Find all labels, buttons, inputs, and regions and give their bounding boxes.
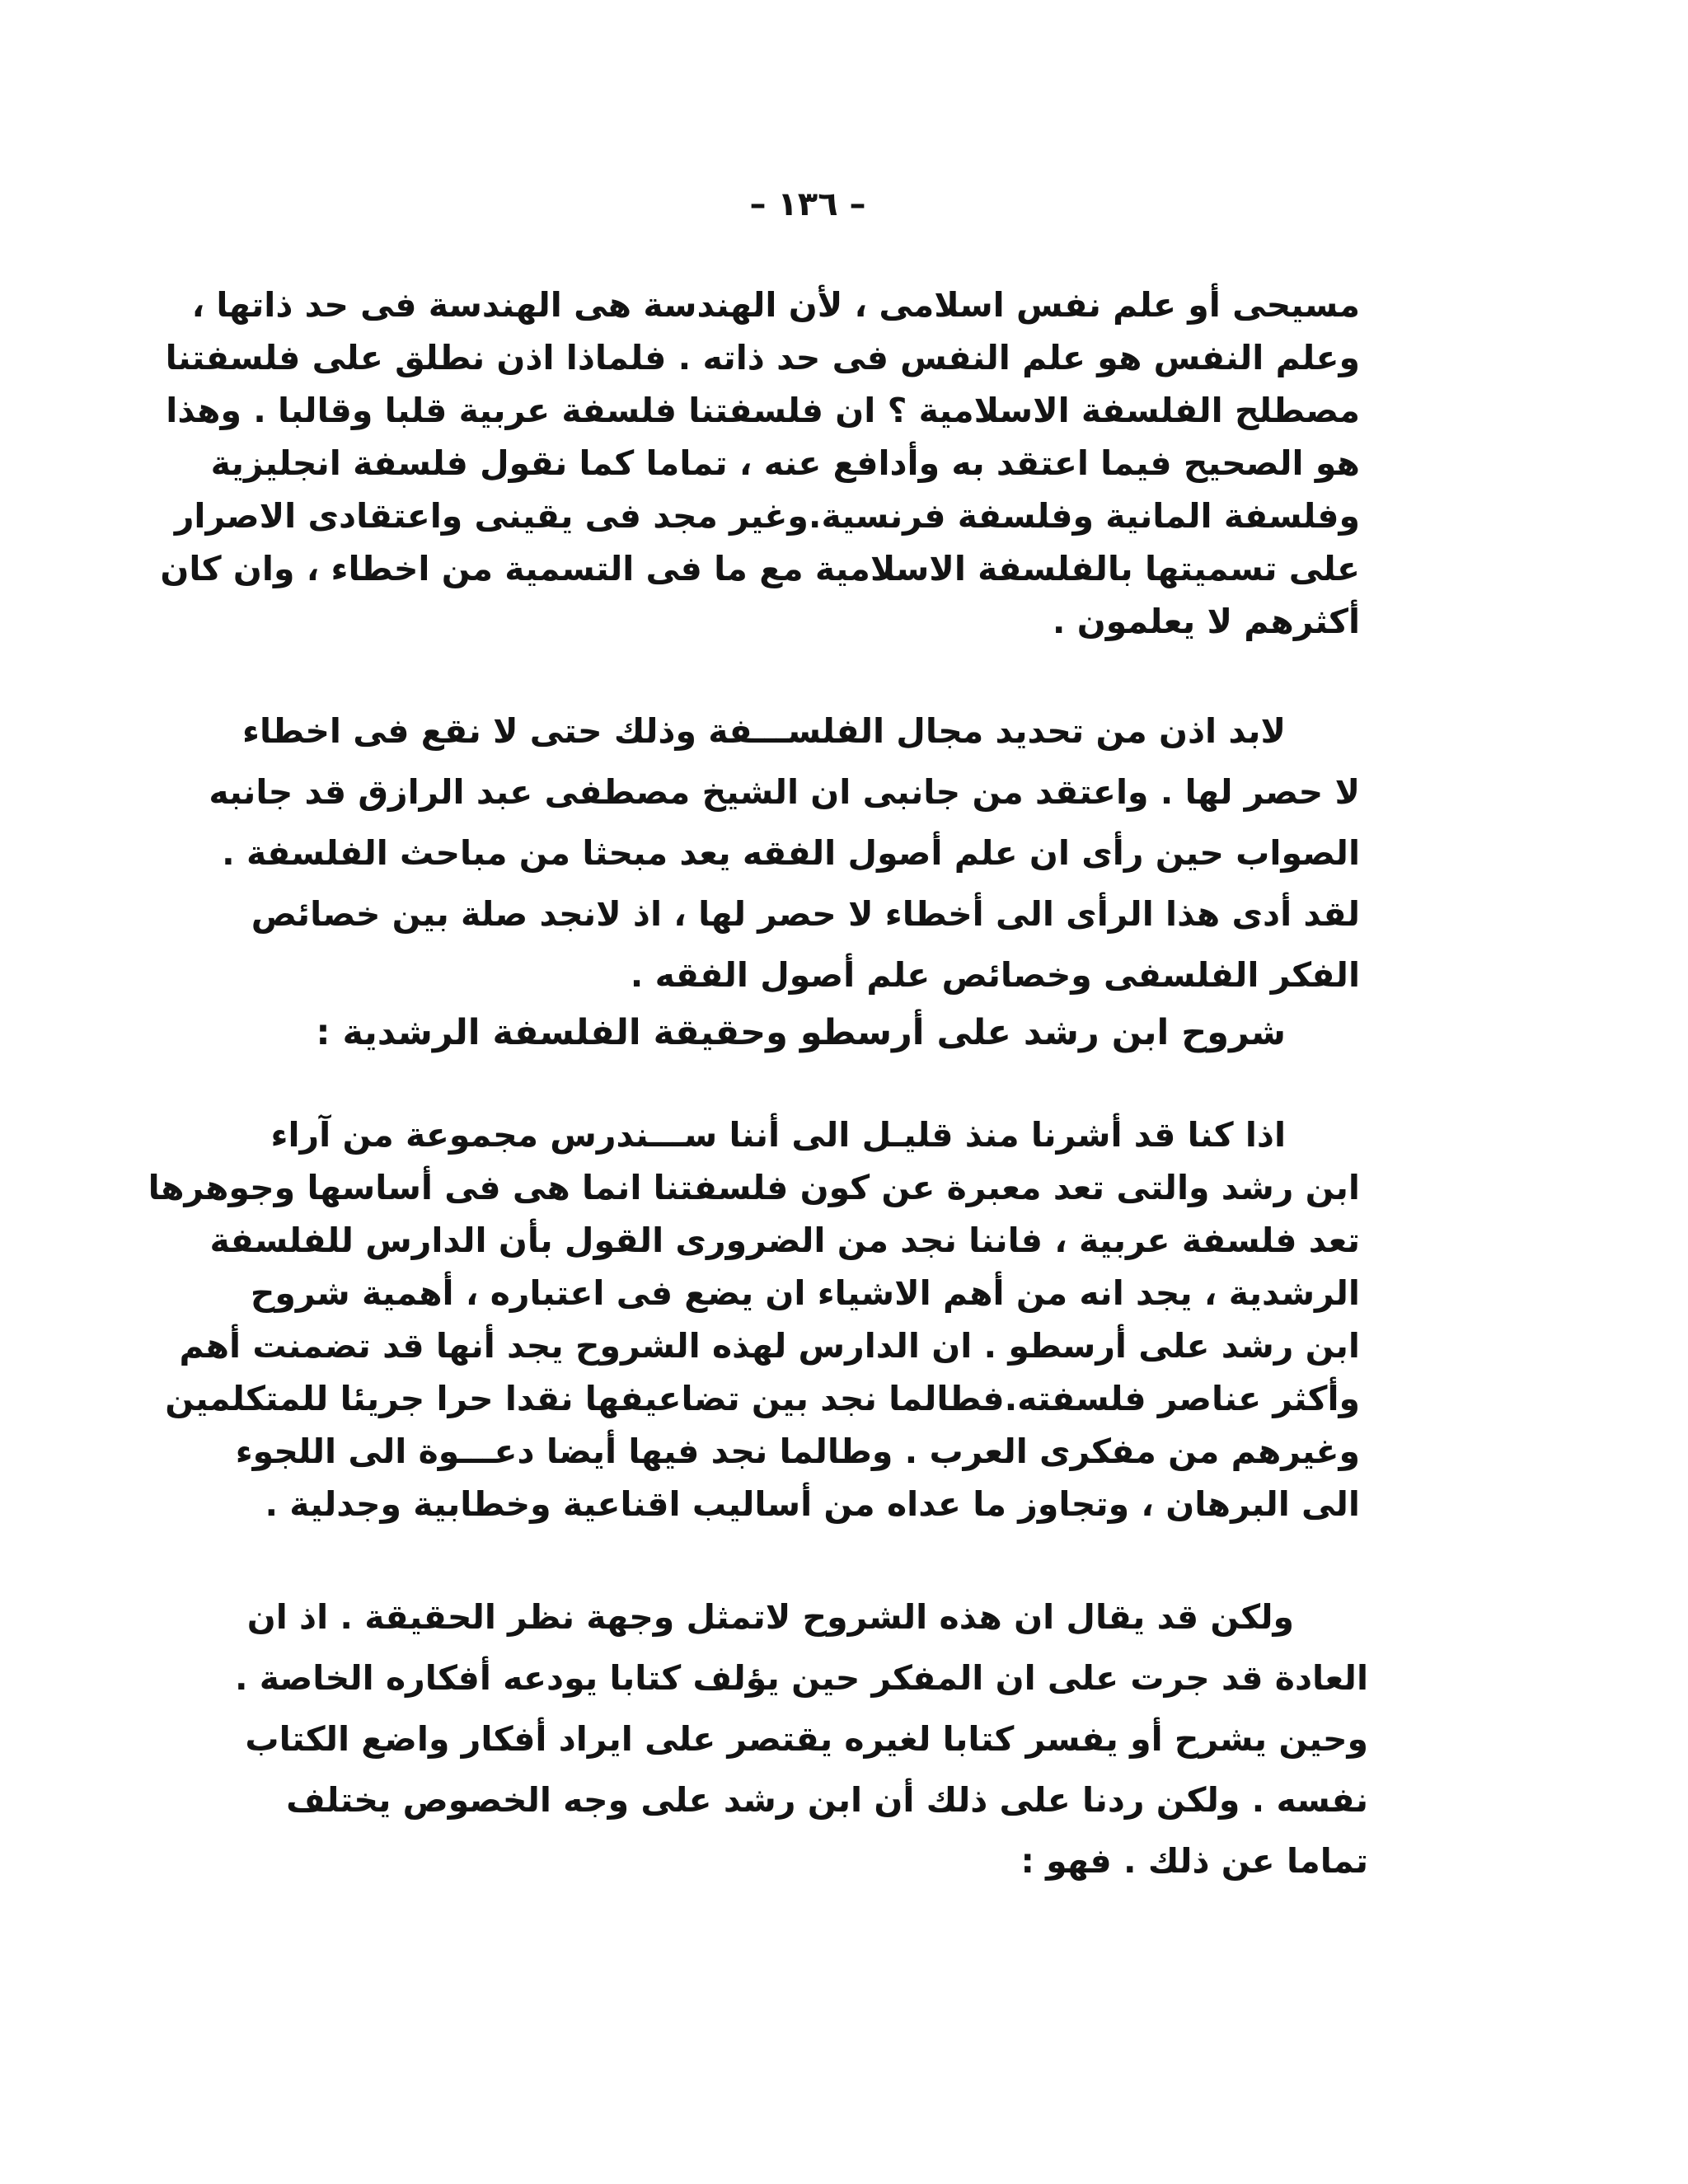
text-line: وحين يشرح أو يفسر كتابا لغيره يقتصر على ايراد أفكار واضع الكتاب [245,1719,1368,1759]
text-line: وعلم النفس هو علم النفس فى حد ذاته . فلماذا اذن نطلق على فلسفتنا [165,338,1360,377]
text-line: هو الصحيح فيما اعتقد به وأدافع عنه ، تماما كما نقول فلسفة انجليزية [210,443,1360,483]
text-line: العادة قد جرت على ان المفكر حين يؤلف كتابا يودعه أفكاره الخاصة . [234,1658,1368,1698]
text-line: تعد فلسفة عربية ، فاننا نجد من الضرورى القول بأن الدارس للفلسفة [209,1221,1360,1260]
text-line: تماما عن ذلك . فهو : [1020,1841,1368,1881]
text-line: نفسه . ولكن ردنا على ذلك أن ابن رشد على وجه الخصوص يختلف [286,1780,1368,1820]
text-line: مصطلح الفلسفة الاسلامية ؟ ان فلسفتنا فلسفة عربية قلبا وقالبا . وهذا [166,391,1360,430]
text-line: لابد اذن من تحديد مجال الفلســـفة وذلك حتى لا نقع فى اخطاء [242,711,1286,751]
text-line: وأكثر عناصر فلسفته.فطالما نجد بين تضاعيفها نقدا حرا جريئا للمتكلمين [165,1379,1360,1418]
page-number: – ١٣٦ – [749,185,866,223]
text-line: الى البرهان ، وتجاوز ما عداه من أساليب اقناعية وخطابية وجدلية . [265,1484,1360,1524]
paragraph-3 [148,1108,1360,1530]
text-line: الرشدية ، يجد انه من أهم الاشياء ان يضع فى اعتباره ، أهمية شروح [250,1273,1360,1313]
text-line: لا حصر لها . واعتقد من جانبى ان الشيخ مصطفى عبد الرازق قد جانبه [209,772,1360,812]
text-line: الصواب حين رأى ان علم أصول الفقه يعد مبحثا من مباحث الفلسفة . [222,833,1360,873]
text-line: اذا كنا قد أشرنا منذ قليـل الى أننا ســـندرس مجموعة من آراء [270,1115,1286,1155]
text-line: على تسميتها بالفلسفة الاسلامية مع ما فى التسمية من اخطاء ، وان كان [160,549,1360,588]
section-heading: شروح ابن رشد على أرسطو وحقيقة الفلسفة الرشدية : [316,1012,1286,1053]
paragraph-1 [160,279,1360,648]
text-line: الفكر الفلسفى وخصائص علم أصول الفقه . [630,955,1360,995]
text-line: لقد أدى هذا الرأى الى أخطاء لا حصر لها ، اذ لانجد صلة بين خصائص [251,894,1360,934]
text-line: وفلسفة المانية وفلسفة فرنسية.وغير مجد فى يقينى واعتقادى الاصرار [174,496,1360,536]
text-line: أكثرهم لا يعلمون . [1052,602,1360,641]
text-line: ابن رشد على أرسطو . ان الدارس لهذه الشروح يجد أنها قد تضمنت أهم [179,1326,1360,1366]
paragraph-4 [234,1586,1368,1891]
paragraph-2 [209,701,1360,1005]
text-line: ولكن قد يقال ان هذه الشروح لاتمثل وجهة نظر الحقيقة . اذ ان [246,1597,1294,1637]
text-line: مسيحى أو علم نفس اسلامى ، لأن الهندسة هى الهندسة فى حد ذاتها ، [191,285,1360,325]
text-line: وغيرهم من مفكرى العرب . وطالما نجد فيها أيضا دعـــوة الى اللجوء [235,1432,1360,1471]
text-line: ابن رشد والتى تعد معبرة عن كون فلسفتنا انما هى فى أساسها وجوهرها [148,1168,1360,1207]
